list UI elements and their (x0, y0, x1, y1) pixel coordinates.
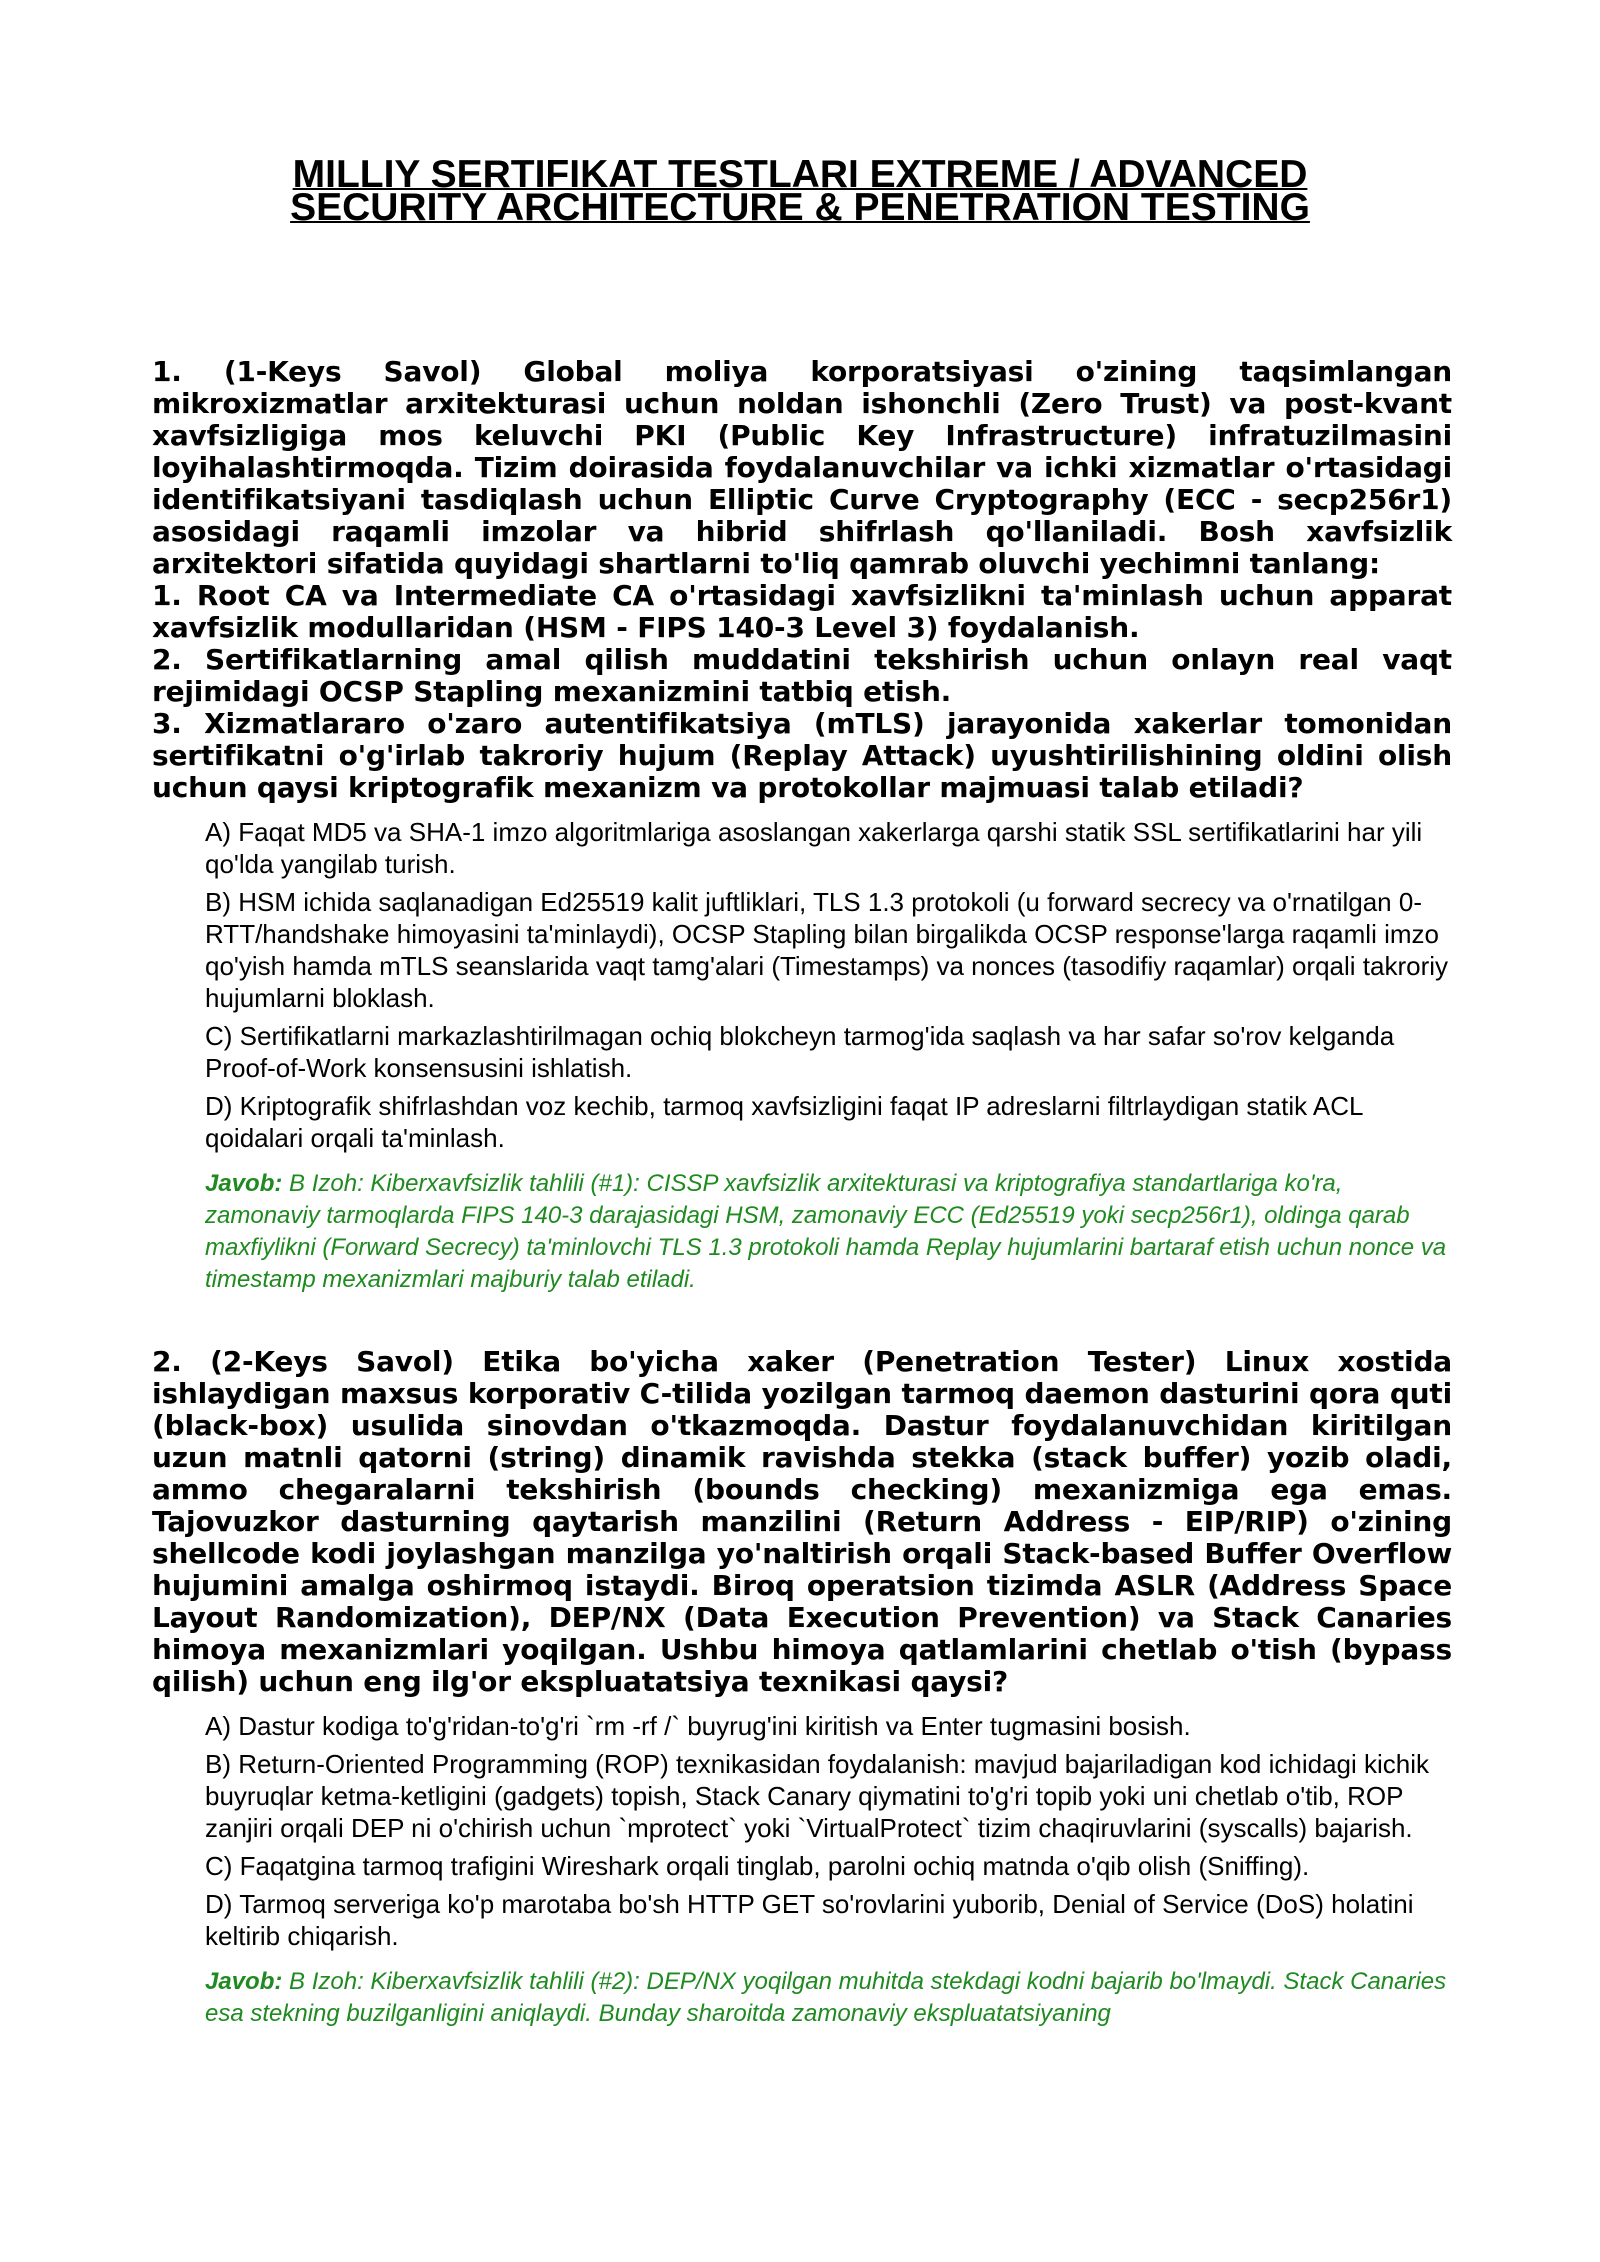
question-1-condition-3: 3. Xizmatlararo o'zaro autentifikatsiya (mTLS) jarayonida xakerlar tomonidan sertifikatni o'g'irlab takroriy hujum (Replay Attack) uyushtirilishining oldini olish uchun qaysi kriptografik mexanizm va protokollar majmuasi talab etiladi? (152, 707, 1452, 804)
answer-explanation: B Izoh: Kiberxavfsizlik tahlili (#1): CISSP xavfsizlik arxitekturasi va kriptografiya standartlariga ko'ra, zamonaviy tarmoqlarda FIPS 140-3 darajasidagi HSM, zamonaviy ECC (Ed25519 yoki secp256r1), oldinga qarab maxfiylikni (Forward Secrecy) ta'minlovchi TLS 1.3 protokoli hamda Replay hujumlarini bartaraf etish uchun nonce va timestamp mexanizmlari majburiy talab etiladi. (205, 1170, 1447, 1293)
answer-label: Javob: (205, 1968, 283, 1995)
title-line-2: SECURITY ARCHITECTURE & PENETRATION TESTING (290, 186, 1310, 229)
answer-explanation: B Izoh: Kiberxavfsizlik tahlili (#2): DEP/NX yoqilgan muhitda stekdagi kodni bajarib bo'lmaydi. Stack Canaries esa stekning buzilganligini aniqlaydi. Bunday sharoitda zamonaviy ekspluatatsiyaning (205, 1968, 1447, 2027)
option-d: D) Tarmoq serveriga ko'p marotaba bo'sh HTTP GET so'rovlarini yuborib, Denial of Service (DoS) holatini keltirib chiqarish. (205, 1889, 1414, 1951)
question-1-text: 1. (1-Keys Savol) Global moliya korporatsiyasi o'zining taqsimlangan mikroxizmatlar arxitekturasi uchun noldan ishonchli (Zero Trust) va post-kvant xavfsizligiga mos keluvchi PKI (Public Key Infrastructure) infratuzilmasini loyihalashtirmoqda. Tizim doirasida foydalanuvchilar va ichki xizmatlar o'rtasidagi identifikatsiyani tasdiqlash uchun Elliptic Curve Cryptography (ECC - secp256r1) asosidagi raqamli imzolar va hibrid shifrlash qo'llaniladi. Bosh xavfsizlik arxitektori sifatida quyidagi shartlarni to'liq qamrab oluvchi yechimni tanlang: (152, 355, 1452, 580)
question-1-condition-2: 2. Sertifikatlarning amal qilish muddatini tekshirish uchun onlayn real vaqt rejimidagi OCSP Stapling mexanizmini tatbiq etish. (152, 643, 1452, 708)
option-c: C) Faqatgina tarmoq trafigini Wireshark orqali tinglab, parolni ochiq matnda o'qib olish (Sniffing). (205, 1851, 1310, 1881)
option-c: C) Sertifikatlarni markazlashtirilmagan ochiq blokcheyn tarmog'ida saqlash va har safar so'rov kelganda Proof-of-Work konsensusini ishlatish. (205, 1021, 1395, 1083)
title-line-1: MILLIY SERTIFIKAT TESTLARI EXTREME / ADVANCED (292, 153, 1308, 196)
document-title (150, 153, 1450, 229)
question-1-options (205, 816, 1455, 1154)
option-d: D) Kriptografik shifrlashdan voz kechib, tarmoq xavfsizligini faqat IP adreslarni filtrlaydigan statik ACL qoidalari orqali ta'minlash. (205, 1091, 1363, 1153)
option-a: A) Dastur kodiga to'g'ridan-to'g'ri `rm -rf /` buyrug'ini kiritish va Enter tugmasini bosish. (205, 1711, 1191, 1741)
question-1-stem (152, 356, 1452, 804)
option-b: B) HSM ichida saqlanadigan Ed25519 kalit juftliklari, TLS 1.3 protokoli (u forward secrecy va o'rnatilgan 0-RTT/handshake himoyasini ta'minlaydi), OCSP Stapling bilan birgalikda OCSP response'larga raqamli imzo qo'yish hamda mTLS seanslarida vaqt tamg'alari (Timestamps) va nonces (tasodifiy raqamlar) orqali takroriy hujumlarni bloklash. (205, 887, 1448, 1013)
option-b: B) Return-Oriented Programming (ROP) texnikasidan foydalanish: mavjud bajariladigan kod ichidagi kichik buyruqlar ketma-ketligini (gadgets) topish, Stack Canary qiymatini to'g'ri topib yoki uni chetlab o'tib, ROP zanjiri orqali DEP ni o'chirish uchun `mprotect` yoki `VirtualProtect` tizim chaqiruvlarini (syscalls) bajarish. (205, 1749, 1430, 1843)
question-2 (152, 1346, 1452, 2030)
question-2-text: 2. (2-Keys Savol) Etika bo'yicha xaker (Penetration Tester) Linux xostida ishlaydigan maxsus korporativ C-tilida yozilgan tarmoq daemon dasturini qora quti (black-box) usulida sinovdan o'tkazmoqda. Dastur foydalanuvchidan kiritilgan uzun matnli qatorni (string) dinamik ravishda stekka (stack buffer) yozib oladi, ammo chegaralarni tekshirish (bounds checking) mexanizmiga ega emas. Tajovuzkor dasturning qaytarish manzilini (Return Address - EIP/RIP) o'zining shellcode kodi joylashgan manzilga yo'naltirish orqali Stack-based Buffer Overflow hujumini amalga oshirmoq istaydi. Biroq operatsion tizimda ASLR (Address Space Layout Randomization), DEP/NX (Data Execution Prevention) va Stack Canaries himoya mexanizmlari yoqilgan. Ushbu himoya qatlamlarini chetlab o'tish (bypass qilish) uchun eng ilg'or ekspluatatsiya texnikasi qaysi? (152, 1345, 1452, 1698)
question-1 (152, 356, 1452, 1296)
question-1-answer (205, 1168, 1455, 1296)
question-2-answer (205, 1966, 1455, 2030)
question-2-options (205, 1710, 1455, 1952)
question-2-stem (152, 1346, 1452, 1698)
option-a: A) Faqat MD5 va SHA-1 imzo algoritmlariga asoslangan xakerlarga qarshi statik SSL sertifikatlarini har yili qo'lda yangilab turish. (205, 817, 1423, 879)
question-1-condition-1: 1. Root CA va Intermediate CA o'rtasidagi xavfsizlikni ta'minlash uchun apparat xavfsizlik modullaridan (HSM - FIPS 140-3 Level 3) foydalanish. (152, 579, 1452, 644)
answer-label: Javob: (205, 1170, 283, 1197)
